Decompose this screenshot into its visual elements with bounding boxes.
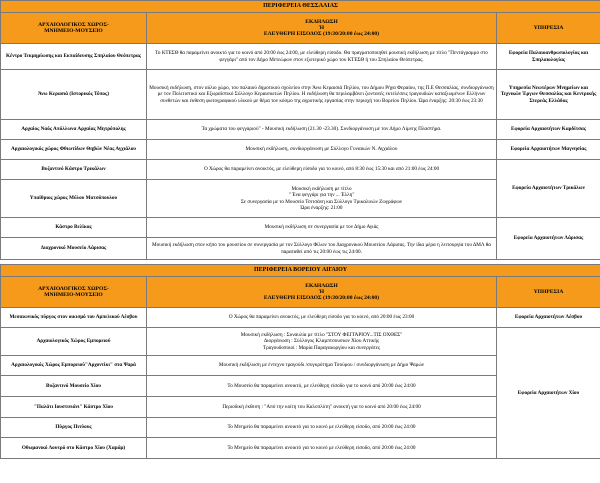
site-cell: Πύργος Πιτύους bbox=[1, 418, 147, 438]
site-cell: Βυζαντινό Μουσείο Χίου bbox=[1, 376, 147, 397]
event-cell: Μουσική εκδήλωση, συνδιοργάνωση με Σύλλογο Γυναικών Ν. Αγχιάλου bbox=[147, 140, 497, 160]
event-cell: Μουσική εκδήλωση με τίτλο " Ένα φεγγάρι για την ... Έλλη" Σε συνεργασία με το Μουσείο Τσιτσάνη και Σύλλογο Τρικαλινών Ζωγράφων Ώρα έναρξης: 21:00 bbox=[147, 180, 497, 218]
table-row bbox=[1, 120, 600, 140]
table-row bbox=[1, 70, 600, 120]
region-title-row bbox=[1, 1, 600, 13]
event-cell: Το Μνημείο θα παραμείνει ανοικτό για το κοινό με ελεύθερη είσοδο, από 20:00 έως 24:00 bbox=[147, 438, 497, 459]
service-cell: Εφορεία Παλαιοανθρωπολογίας και Σπηλαιολογίας bbox=[497, 44, 600, 70]
event-cell: Περιοδική έκθεση : "Από την κοίτη του Καλοπλύτη" ανοικτή για το κοινό από 20:00 έως 24:00 bbox=[147, 397, 497, 418]
event-cell: Μουσική εκδήλωση με έντεχνο τραγούδι /συγκρότημα Τσούρου / συνδιοργάνωση με Δήμο Ψαρών bbox=[147, 356, 497, 376]
site-cell: Κέντρο Τεκμηρίωσης και Εκπαίδευσης Σπηλαίου Θεόπετρας bbox=[1, 44, 147, 70]
event-cell: Μουσική εκδήλωση στον κήπο του μουσείου σε συνεργασία με τον Σύλλογο Φίλων του Διαχρονικού Μουσείου Λάρισας. Την ίδια μέρα η λειτουργία του ΔΜΛ θα παραταθεί από τις 20:00 έως τις 24:00. bbox=[147, 238, 497, 260]
region-title: ΠΕΡΙΦΕΡΕΙΑ ΘΕΣΣΑΛΙΑΣ bbox=[1, 1, 600, 13]
header-row bbox=[1, 277, 600, 308]
service-cell: Εφορεία Αρχαιοτήτων Μαγνησίας bbox=[497, 140, 600, 160]
event-cell: Το ΚΤΕΣΘ θα παραμείνει ανοικτό για το κοινό από 20:00 έως 24:00, με ελεύθερη είσοδο. Θα πραγματοποιηθεί μουσική εκδήλωση με τίτλο "Πεντάγραμμο στο φεγγάρι" από τον Δήμο Μετεώρων στον εξωτερικό χώρο του ΚΤΕΣΘ ή του Σπηλαίου Θεόπετρας. bbox=[147, 44, 497, 70]
table-row bbox=[1, 328, 600, 356]
event-cell: Μουσική εκδήλωση : Συναυλία με τίτλο "ΣΤΟΥ ΦΕΓΓΑΡΙΟΥ...ΤΙΣ ΟΧΘΕΣ" Διοργάνωση : Σύλλογος Κλαμπτσουσιων Χίου Αττικής Τραγουδοποιοί : Μαρία Παραγαιωργίου και συνεργάτες bbox=[147, 328, 497, 356]
table-row bbox=[1, 44, 600, 70]
region-title: ΠΕΡΙΦΕΡΕΙΑ ΒΟΡΕΙΟΥ ΑΙΓΑΙΟΥ bbox=[1, 265, 600, 277]
header-service: ΥΠΗΡΕΣΙΑ bbox=[497, 277, 600, 308]
header-site: ΑΡΧΑΙΟΛΟΓΙΚΟΣ ΧΩΡΟΣ- ΜΝΗΜΕΙΟ-ΜΟΥΣΕΙΟ bbox=[1, 13, 147, 44]
event-cell: Μουσική εκδήλωση, στον αύλιο χώρο, του παλαιού δημοτικού σχολείου στην Άνω Κεραισιά Πηλίου, του Δήμου Ρήγα Φεραίου, της Π.Ε Θεσσαλίας, συνδιοργάνωση με τον Πολιτιστικό και Εξωραϊστικό Σύλλογο Κεραισιωτών Πηλίου. Η εκδήλωση θα περιλαμβάνει ζωντανές εκτελέσεις τραγουδιών καταξιωμένων Ελλήνων συνθετών και έκθεση φωτογραφικού υλικού με θέμα τον κόσμο της αγροτικής εργασίας στην περιοχή του Βορείου Πηλίου. Ώρα έναρξης: 20:30 έως 23:30 bbox=[147, 70, 497, 120]
header-row bbox=[1, 13, 600, 44]
service-cell: Εφορεία Αρχαιοτήτων Λάρισας bbox=[497, 218, 600, 260]
site-cell: Διαχρονικό Μουσείο Λάρισας bbox=[1, 238, 147, 260]
service-cell: Εφορεία Αρχαιοτήτων Τρικάλων bbox=[497, 160, 600, 218]
event-cell: Ο Χώρος θα παραμείνει ανοικτός, με ελεύθερη είσοδο για το κοινό, από 8:30 έως 15:30 και από 21:00 έως 24:00 bbox=[147, 160, 497, 180]
site-cell: Αρχαιολογικός Χώρος Εμπορειού"Αρχοντίκι" στα Ψαρά bbox=[1, 356, 147, 376]
service-cell: Εφορεία Αρχαιοτήτων Λέσβου bbox=[497, 308, 600, 328]
table-row bbox=[1, 140, 600, 160]
site-cell: Υπαίθριος χώρος Μύλου Ματσόπουλου bbox=[1, 180, 147, 218]
service-cell: Υπηρεσία Νεωτέρων Μνημείων και Τεχνικών Έργων Θεσσαλίας και Κεντρικής Στερεάς Ελλάδας bbox=[497, 70, 600, 120]
site-cell: Αρχαιολογικός Χώρος Εμπορειού bbox=[1, 328, 147, 356]
site-cell: Βυζαντινό Κάστρο Τρικάλων bbox=[1, 160, 147, 180]
table-row bbox=[1, 218, 600, 238]
header-service: ΥΠΗΡΕΣΙΑ bbox=[497, 13, 600, 44]
event-cell: Μουσική εκδήλωση σε συνεργασία με τον Δήμο Αγιάς bbox=[147, 218, 497, 238]
header-event: ΕΚΔΗΛΩΣΗ Ή ΕΛΕΥΘΕΡΗ ΕΙΣΟΔΟΣ (19:30/20:00 έως 24:00) bbox=[147, 13, 497, 44]
service-cell: Εφορεία Αρχαιοτήτων Χίου bbox=[497, 328, 600, 459]
event-cell: Το Μνημείο θα παραμείνει ανοικτό για το κοινό με ελεύθερη είσοδο, από 20:00 έως 24:00 bbox=[147, 418, 497, 438]
site-cell: Αρχαιολογικός χώρος Φθιωτίδων Θηβών Νέας Αγχιάλου bbox=[1, 140, 147, 160]
site-cell: "Παλάτι Ιουστινιάνι" Κάστρο Χίου bbox=[1, 397, 147, 418]
event-cell: Ο Χώρος θα παραμείνει ανοικτός, με ελεύθερη είσοδο για το κοινό, από 20:00 έως 23:00 bbox=[147, 308, 497, 328]
site-cell: Οθωμανικό Λουτρό στο Κάστρο Χίου (Χαμάμ) bbox=[1, 438, 147, 459]
header-event: ΕΚΔΗΛΩΣΗ Ή ΕΛΕΥΘΕΡΗ ΕΙΣΟΔΟΣ (19:30/20:00 έως 24:00) bbox=[147, 277, 497, 308]
site-cell: Αρχαίος Ναός Απόλλωνα Αρχαίας Μητρόπολης bbox=[1, 120, 147, 140]
event-cell: Το Μουσείο θα παραμείνει ανοικτό, με ελεύθερη είσοδο για το κοινό από 20:00 έως 24:00 bbox=[147, 376, 497, 397]
site-cell: Κάστρο Βελίκας bbox=[1, 218, 147, 238]
site-cell: Μεσαιωνικός πύργος στον οικισμό του Αμπελικού Λέσβου bbox=[1, 308, 147, 328]
table-row bbox=[1, 160, 600, 180]
event-cell: Τα χρώματα του φεγγαριού" - Μουσική εκδήλωση (21.30 -23.30). Συνδιοργάνωση με τον Δήμο Λίμνης Πλαστήρα. bbox=[147, 120, 497, 140]
header-site: ΑΡΧΑΙΟΛΟΓΙΚΟΣ ΧΩΡΟΣ- ΜΝΗΜΕΙΟ-ΜΟΥΣΕΙΟ bbox=[1, 277, 147, 308]
region-title-row bbox=[1, 265, 600, 277]
table-row bbox=[1, 308, 600, 328]
service-cell: Εφορεία Αρχαιοτήτων Καρδίτσας bbox=[497, 120, 600, 140]
site-cell: Άνω Κερασιά (Ιστορικός Τόπος) bbox=[1, 70, 147, 120]
